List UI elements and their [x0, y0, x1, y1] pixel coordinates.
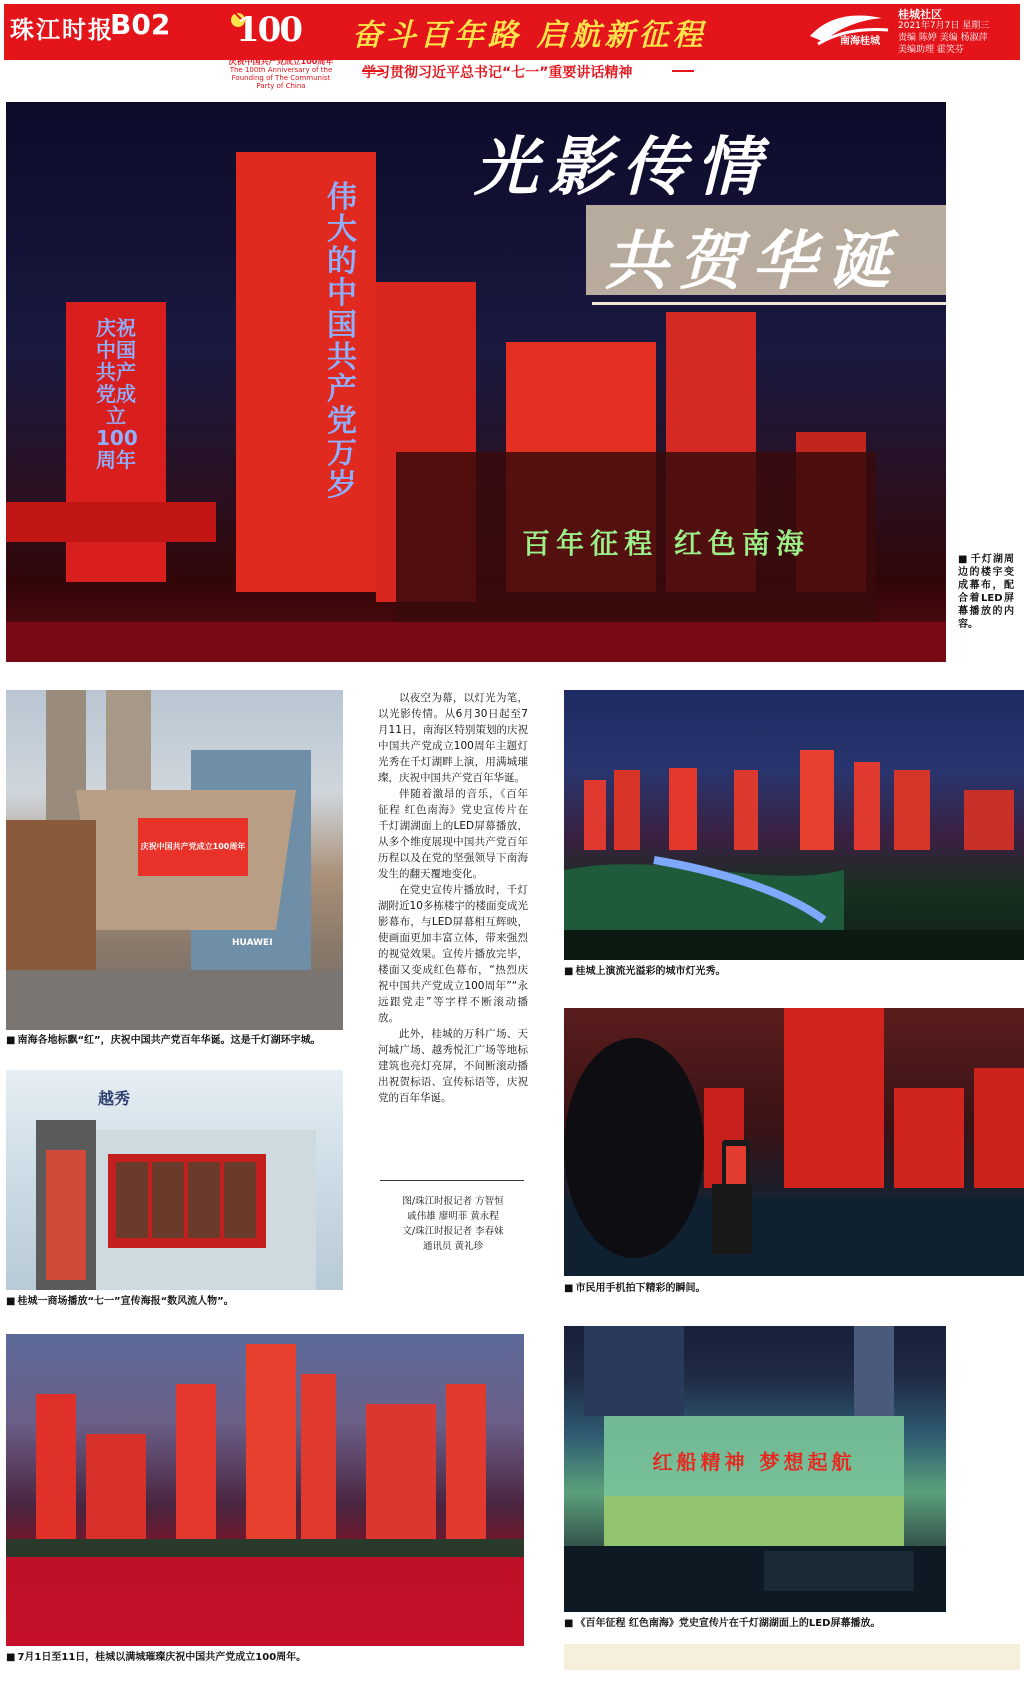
- article-paragraph: 在党史宣传片播放时，千灯湖附近10多栋楼宇的楼面变成光影幕布，与LED屏幕相互辉映，使画面更加丰富立体，带来强烈的视觉效果。宣传片播放完毕，楼面又变成红色幕布，“热烈庆祝中国共产党成立100周年”“永远跟党走”等字样不断滚动播放。: [378, 884, 528, 1024]
- mall-caption: ■ 南海各地标飘“红”，庆祝中国共产党百年华诞。这是千灯湖环宇城。: [6, 1034, 346, 1047]
- headline-slogan: 奋斗百年路 启航新征程: [352, 18, 707, 53]
- night-caption: ■ 桂城上演流光溢彩的城市灯光秀。: [564, 965, 1004, 978]
- divider: [672, 70, 694, 72]
- date-line: 2021年7月7日 星期三: [898, 21, 990, 31]
- newspaper-name: 珠江时报: [10, 15, 114, 44]
- night-cityscape-photo: [564, 690, 1024, 960]
- brand-name: 南海桂城: [840, 36, 880, 47]
- logo-caption-en: The 100th Anniversary of the Founding of The Communist Party of China: [229, 66, 333, 90]
- lake-screen-photo: [564, 1326, 946, 1612]
- building-text: 庆祝中国共产党成立100周年: [96, 316, 138, 472]
- screen-caption: ■ 《百年征程 红色南海》党史宣传片在千灯湖湖面上的LED屏幕播放。: [564, 1617, 1020, 1630]
- mall-photo: [6, 690, 343, 1030]
- credit-line: 戚伟雄 廖明菲 黄永程: [407, 1211, 499, 1222]
- store-sign: HUAWEI: [232, 938, 273, 948]
- river-caption: ■ 7月1日至11日，桂城以满城璀璨庆祝中国共产党成立100周年。: [6, 1651, 526, 1664]
- logo-digits: 100: [236, 10, 301, 50]
- riverside-skyline-illustration: [6, 1334, 524, 1646]
- cityscape-illustration: [564, 690, 1024, 960]
- editor-line: 责编 陈婷 美编 杨淑萍: [898, 33, 988, 43]
- hero-title-line1: 光影传情: [474, 130, 770, 205]
- hero-caption: ■ 千灯湖周边的楼宇变成幕布，配合着LED屏幕播放的内容。: [958, 553, 1014, 631]
- market-photo: [6, 1070, 343, 1290]
- market-sign: 越秀: [98, 1089, 131, 1108]
- column-name: 桂城社区: [898, 8, 942, 21]
- hero-title-line2: 共贺华诞: [604, 224, 900, 299]
- market-caption: ■ 桂城一商场播放“七一”宣传海报“数风流人物”。: [6, 1295, 346, 1308]
- logo-caption: [226, 58, 336, 90]
- logo-caption-cn: 庆祝中国共产党成立100周年: [228, 57, 334, 66]
- sub-slogan: 学习贯彻习近平总书记“七一”重要讲话精神: [362, 65, 633, 81]
- article-paragraph: 以夜空为幕，以灯光为笔，以光影传情。从6月30日起至7月11日，南海区特别策划的庆祝中国共产党成立100周年主题灯光秀在千灯湖畔上演，用满城璀璨，庆祝中国共产党百年华诞。: [378, 692, 528, 784]
- footer-strip: [564, 1644, 1020, 1670]
- phone-caption: ■ 市民用手机拍下精彩的瞬间。: [564, 1282, 1004, 1295]
- credit-line: 图/珠江时报记者 方智恒: [402, 1196, 504, 1207]
- credit-line: 文/珠江时报记者 李春妹: [402, 1226, 504, 1237]
- credits: [378, 1194, 528, 1254]
- river-photo: [6, 1334, 524, 1646]
- assistant-line: 美编助理 霍笑芬: [898, 45, 964, 55]
- led-screen-text: 红船精神 梦想起航: [652, 1450, 856, 1474]
- page-number: B02: [110, 8, 171, 41]
- article-body: [378, 690, 528, 1106]
- market-facade-illustration: [6, 1070, 343, 1290]
- mall-led-screen: 庆祝中国共产党成立100周年: [138, 818, 248, 876]
- phone-photo: [564, 1008, 1024, 1276]
- article-paragraph: 伴随着激昂的音乐，《百年征程 红色南海》党史宣传片在千灯湖湖面上的LED屏幕播放，从多个维度展现中国共产党百年历程以及在党的坚强领导下南海发生的翻天覆地变化。: [378, 788, 528, 880]
- credits-divider: [380, 1180, 524, 1181]
- phone-scene-illustration: [564, 1008, 1024, 1276]
- credit-line: 通讯员 黄礼珍: [422, 1241, 484, 1252]
- building-text: 伟大的中国共产党万岁: [327, 180, 357, 503]
- led-screen-text: 百年征程 红色南海: [522, 527, 810, 560]
- article-paragraph: 此外，桂城的万科广场、天河城广场、越秀悦汇广场等地标建筑也亮灯亮屏，不间断滚动播出祝贺标语、宣传标语等，庆祝党的百年华诞。: [378, 1028, 528, 1104]
- title-underline: [592, 302, 946, 305]
- centenary-logo: [228, 6, 328, 52]
